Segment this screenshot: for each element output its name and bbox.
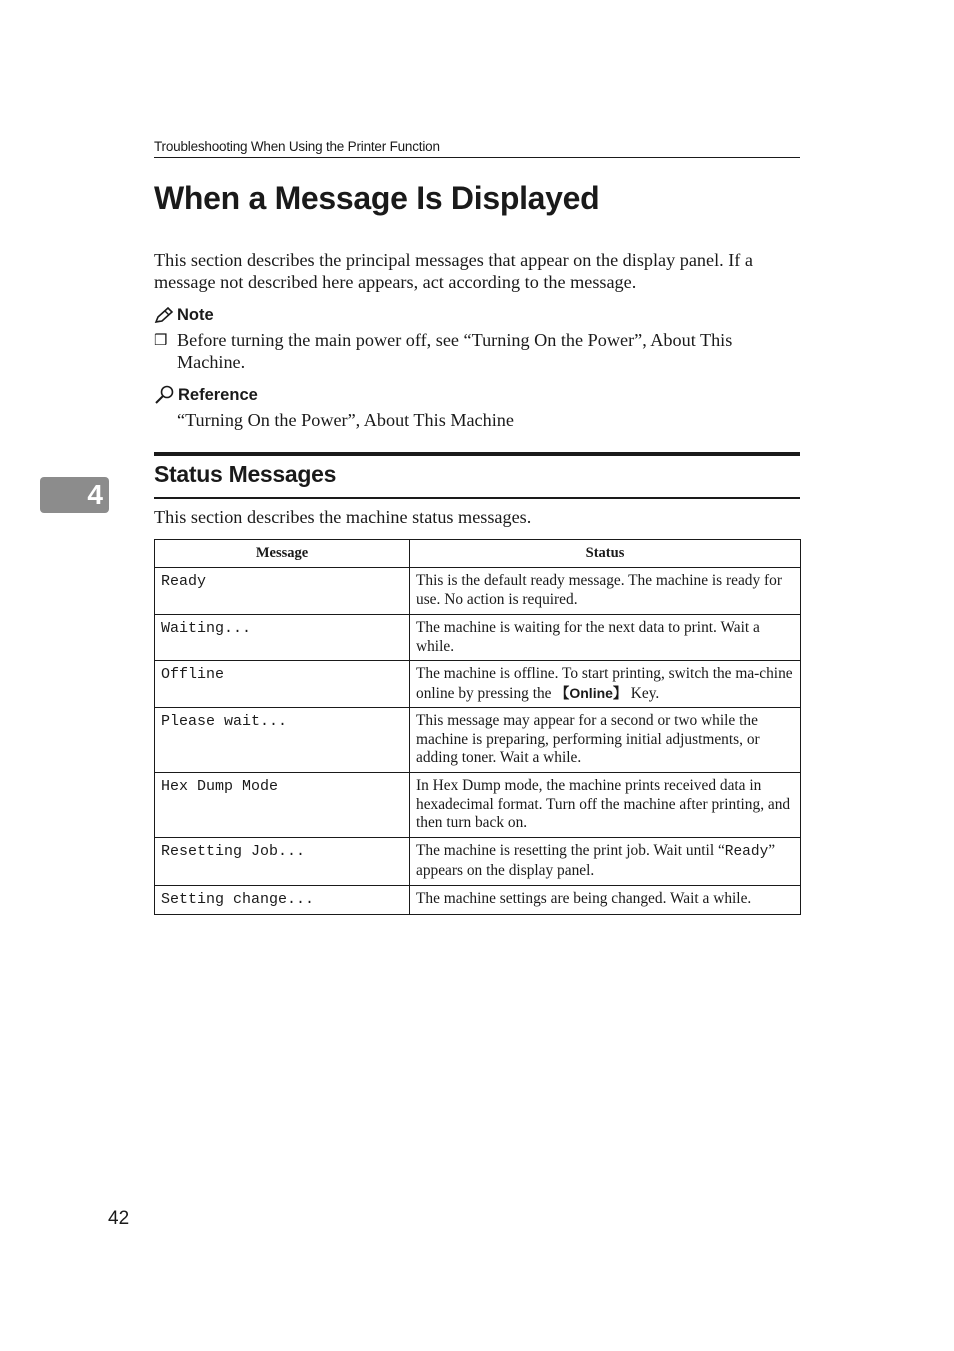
column-header-status: Status (410, 540, 801, 568)
reference-heading (154, 385, 258, 405)
status-cell (410, 661, 801, 708)
status-messages-table (154, 539, 801, 915)
magnifier-icon (154, 385, 175, 405)
status-cell: This message may appear for a second or two while the machine is preparing, performing initial adjustments, or adding toner. Wait a while. (410, 708, 801, 773)
column-header-message: Message (155, 540, 410, 568)
intro-paragraph: This section describes the principal messages that appear on the display panel. If a message not described here appears, act according to the message. (154, 250, 753, 292)
message-cell: Offline (155, 661, 410, 708)
chapter-tab: 4 (40, 477, 109, 513)
reference-heading-label: Reference (178, 385, 258, 404)
table-row (155, 708, 801, 773)
note-item-text: Before turning the main power off, see “Turning On the Power”, About This Machine. (177, 330, 733, 372)
section-rule-top (154, 452, 800, 456)
status-cell: In Hex Dump mode, the machine prints received data in hexadecimal format. Turn off the machine after printing, and then turn back on. (410, 773, 801, 838)
message-cell: Waiting... (155, 615, 410, 661)
table-row (155, 886, 801, 915)
section-title: Status Messages (154, 461, 337, 487)
message-cell: Ready (155, 568, 410, 615)
status-cell (410, 838, 801, 886)
reference-text: “Turning On the Power”, About This Machine (177, 410, 514, 430)
message-cell: Setting change... (155, 886, 410, 915)
page-title: When a Message Is Displayed (154, 180, 600, 216)
message-cell: Hex Dump Mode (155, 773, 410, 838)
ready-code: Ready (724, 844, 769, 860)
online-key-label: 【Online】 (555, 684, 627, 701)
status-cell: The machine settings are being changed. Wait a while. (410, 886, 801, 915)
table-row (155, 615, 801, 661)
section-rule-bottom (154, 497, 800, 499)
message-cell: Please wait... (155, 708, 410, 773)
note-heading-label: Note (177, 306, 214, 324)
status-cell: This is the default ready message. The machine is ready for use. No action is required. (410, 568, 801, 615)
table-row (155, 661, 801, 708)
table-header-row (155, 540, 801, 568)
pencil-icon (154, 307, 174, 325)
message-cell: Resetting Job... (155, 838, 410, 886)
table-row (155, 568, 801, 615)
status-text: Key. (626, 684, 660, 702)
note-item (154, 330, 804, 373)
checkbox-icon: ❒ (154, 333, 168, 349)
page-number: 42 (108, 1208, 130, 1229)
note-heading (154, 306, 214, 325)
running-head: Troubleshooting When Using the Printer Function (154, 139, 800, 158)
status-text: The machine is offline. To start printing, switch the ma-chine online by pressing the (416, 665, 793, 702)
section-intro: This section describes the machine status messages. (154, 507, 532, 527)
table-row (155, 773, 801, 838)
status-text: ” appears on the display panel. (416, 842, 776, 879)
table-row (155, 838, 801, 886)
status-cell: The machine is waiting for the next data to print. Wait a while. (410, 615, 801, 661)
status-text: The machine is resetting the print job. Wait until “ (416, 842, 725, 859)
